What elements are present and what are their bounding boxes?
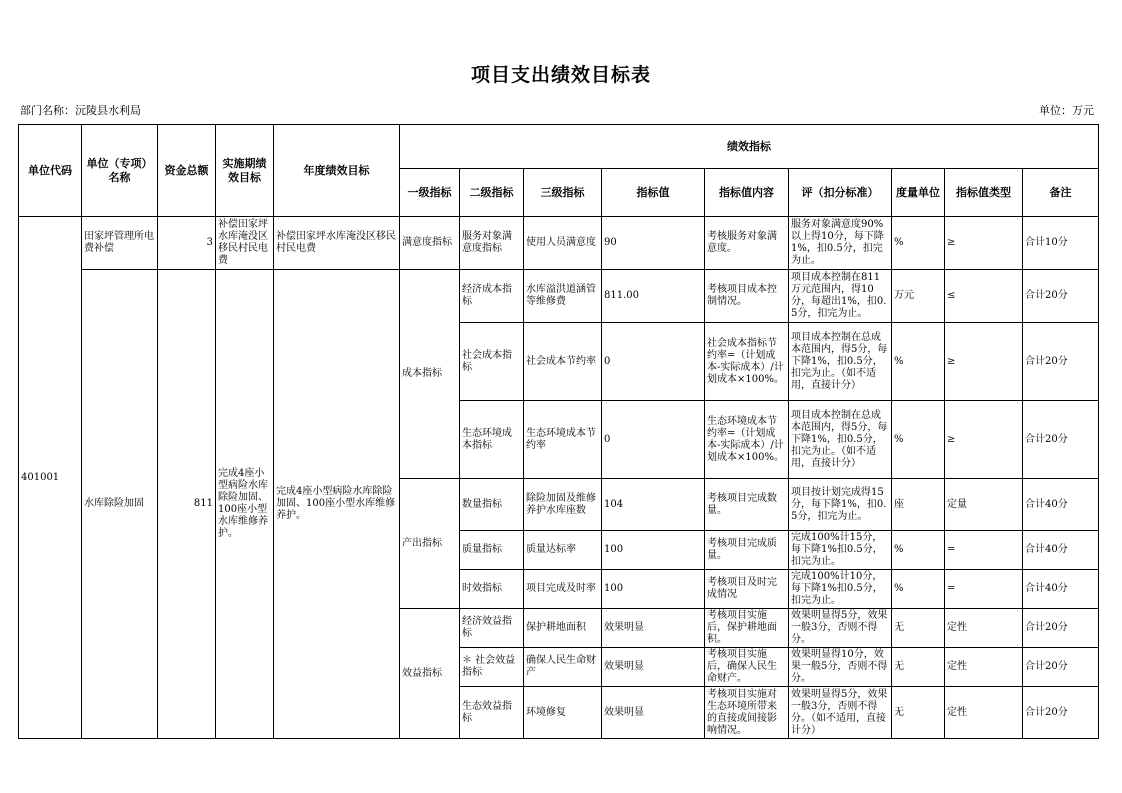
level1-cell: 效益指标 (400, 609, 460, 739)
measure-unit-cell: % (892, 531, 945, 570)
value-cell: 100 (602, 570, 705, 609)
level2-cell: 社会成本指标 (460, 323, 524, 401)
header-total-funds: 资金总额 (158, 125, 216, 217)
note-cell: 合计20分 (1023, 687, 1099, 739)
header-level2: 二级指标 (460, 169, 524, 217)
header-scoring: 评（扣分标准） (789, 169, 892, 217)
measure-unit-cell: 无 (892, 687, 945, 739)
header-project-name: 单位（专项）名称 (82, 125, 158, 217)
note-cell: 合计10分 (1023, 217, 1099, 270)
content-cell: 考核项目及时完成情况 (705, 570, 789, 609)
value-type-cell: ≥ (945, 401, 1023, 479)
level1-cell: 成本指标 (400, 270, 460, 479)
value-type-cell: ≤ (945, 270, 1023, 323)
note-cell: 合计20分 (1023, 609, 1099, 648)
level3-cell: 保护耕地面积 (524, 609, 602, 648)
note-cell: 合计40分 (1023, 570, 1099, 609)
scoring-cell: 完成100%计10分，每下降1%扣0.5分，扣完为止。 (789, 570, 892, 609)
unit-code-cell: 401001 (19, 217, 82, 739)
value-type-cell: 定性 (945, 687, 1023, 739)
annual-target-cell: 完成4座小型病险水库除险加固、100座小型水库维修养护。 (274, 270, 400, 739)
level3-cell: 使用人员满意度 (524, 217, 602, 270)
measure-unit-cell: 万元 (892, 270, 945, 323)
note-cell: 合计20分 (1023, 401, 1099, 479)
note-cell: 合计40分 (1023, 479, 1099, 531)
annual-target-cell: 补偿田家坪水库淹没区移民村民电费 (274, 217, 400, 270)
value-cell: 100 (602, 531, 705, 570)
note-cell: 合计20分 (1023, 323, 1099, 401)
header-level3: 三级指标 (524, 169, 602, 217)
level2-cell: 时效指标 (460, 570, 524, 609)
scoring-cell: 项目成本控制在总成本范围内，得5分，每下降1%，扣0.5分，扣完为止。（如不适用，直接计分） (789, 323, 892, 401)
funds-cell: 3 (158, 217, 216, 270)
measure-unit-cell: % (892, 323, 945, 401)
level3-cell: 生态环境成本节约率 (524, 401, 602, 479)
performance-target-table (18, 124, 1099, 739)
value-cell: 0 (602, 323, 705, 401)
scoring-cell: 完成100%计15分，每下降1%扣0.5分，扣完为止。 (789, 531, 892, 570)
header-unit-code: 单位代码 (19, 125, 82, 217)
value-type-cell: = (945, 531, 1023, 570)
funds-cell: 811 (158, 270, 216, 739)
level3-cell: 除险加固及维修养护水库座数 (524, 479, 602, 531)
note-cell: 合计40分 (1023, 531, 1099, 570)
note-cell: 合计20分 (1023, 648, 1099, 687)
measure-unit-cell: % (892, 570, 945, 609)
level2-cell: 经济效益指标 (460, 609, 524, 648)
content-cell: 生态环境成本节约率=（计划成本-实际成本）/计划成本×100%。 (705, 401, 789, 479)
header-note: 备注 (1023, 169, 1099, 217)
scoring-cell: 项目按计划完成得15分，每下降1%，扣0.5分，扣完为止。 (789, 479, 892, 531)
content-cell: 考核项目实施后，保护耕地面积。 (705, 609, 789, 648)
measure-unit-cell: 无 (892, 648, 945, 687)
level2-cell: ＊ 社会效益指标 (460, 648, 524, 687)
value-type-cell: = (945, 570, 1023, 609)
level2-cell: 生态效益指标 (460, 687, 524, 739)
level1-cell: 产出指标 (400, 479, 460, 609)
project-name-cell: 水库除险加固 (82, 270, 158, 739)
value-cell: 效果明显 (602, 687, 705, 739)
content-cell: 考核项目实施后，确保人民生命财产。 (705, 648, 789, 687)
level2-cell: 生态环境成本指标 (460, 401, 524, 479)
value-cell: 90 (602, 217, 705, 270)
header-content: 指标值内容 (705, 169, 789, 217)
value-type-cell: 定量 (945, 479, 1023, 531)
scoring-cell: 效果明显得10分，效果一般5分，否则不得分。 (789, 648, 892, 687)
header-value: 指标值 (602, 169, 705, 217)
content-cell: 考核服务对象满意度。 (705, 217, 789, 270)
scoring-cell: 服务对象满意度90%以上得10分，每下降1%，扣0.5分，扣完为止。 (789, 217, 892, 270)
measure-unit-cell: % (892, 217, 945, 270)
unit-label: 单位：万元 (1039, 104, 1094, 117)
scoring-cell: 效果明显得5分，效果一般3分，否则不得分。（如不适用，直接计分） (789, 687, 892, 739)
measure-unit-cell: % (892, 401, 945, 479)
measure-unit-cell: 座 (892, 479, 945, 531)
level3-cell: 水库溢洪道涵管等维修费 (524, 270, 602, 323)
header-period-target: 实施期绩效目标 (216, 125, 274, 217)
header-value-type: 指标值类型 (945, 169, 1023, 217)
level3-cell: 项目完成及时率 (524, 570, 602, 609)
value-cell: 效果明显 (602, 609, 705, 648)
header-measure-unit: 度量单位 (892, 169, 945, 217)
value-type-cell: ≥ (945, 217, 1023, 270)
value-type-cell: ≥ (945, 323, 1023, 401)
content-cell: 考核项目完成数量。 (705, 479, 789, 531)
scoring-cell: 项目成本控制在811万元范围内，得10分，每超出1%，扣0.5分，扣完为止。 (789, 270, 892, 323)
level3-cell: 质量达标率 (524, 531, 602, 570)
department-label: 部门名称：沅陵县水利局 (20, 104, 141, 117)
table-row (19, 270, 1099, 323)
content-cell: 考核项目完成质量。 (705, 531, 789, 570)
value-cell: 104 (602, 479, 705, 531)
content-cell: 考核项目成本控制情况。 (705, 270, 789, 323)
project-name-cell: 田家坪管理所电费补偿 (82, 217, 158, 270)
header-level1: 一级指标 (400, 169, 460, 217)
period-target-cell: 完成4座小型病险水库除险加固、100座小型水库维修养护。 (216, 270, 274, 739)
scoring-cell: 项目成本控制在总成本范围内，得5分，每下降1%，扣0.5分，扣完为止。（如不适用，直接计分） (789, 401, 892, 479)
level2-cell: 质量指标 (460, 531, 524, 570)
level2-cell: 经济成本指标 (460, 270, 524, 323)
measure-unit-cell: 无 (892, 609, 945, 648)
content-cell: 考核项目实施对生态环境所带来的直接或间接影响情况。 (705, 687, 789, 739)
table-row (19, 217, 1099, 270)
value-cell: 效果明显 (602, 648, 705, 687)
level2-cell: 服务对象满意度指标 (460, 217, 524, 270)
page-title: 项目支出绩效目标表 (470, 64, 651, 86)
header-annual-target: 年度绩效目标 (274, 125, 400, 217)
header-performance: 绩效指标 (400, 125, 1099, 169)
value-cell: 0 (602, 401, 705, 479)
level2-cell: 数量指标 (460, 479, 524, 531)
value-type-cell: 定性 (945, 648, 1023, 687)
level3-cell: 确保人民生命财产 (524, 648, 602, 687)
level3-cell: 环境修复 (524, 687, 602, 739)
value-type-cell: 定性 (945, 609, 1023, 648)
note-cell: 合计20分 (1023, 270, 1099, 323)
content-cell: 社会成本指标节约率=（计划成本-实际成本）/计划成本×100%。 (705, 323, 789, 401)
scoring-cell: 效果明显得5分，效果一般3分，否则不得分。 (789, 609, 892, 648)
level1-cell: 满意度指标 (400, 217, 460, 270)
value-cell: 811.00 (602, 270, 705, 323)
period-target-cell: 补偿田家坪水库淹没区移民村民电费 (216, 217, 274, 270)
level3-cell: 社会成本节约率 (524, 323, 602, 401)
